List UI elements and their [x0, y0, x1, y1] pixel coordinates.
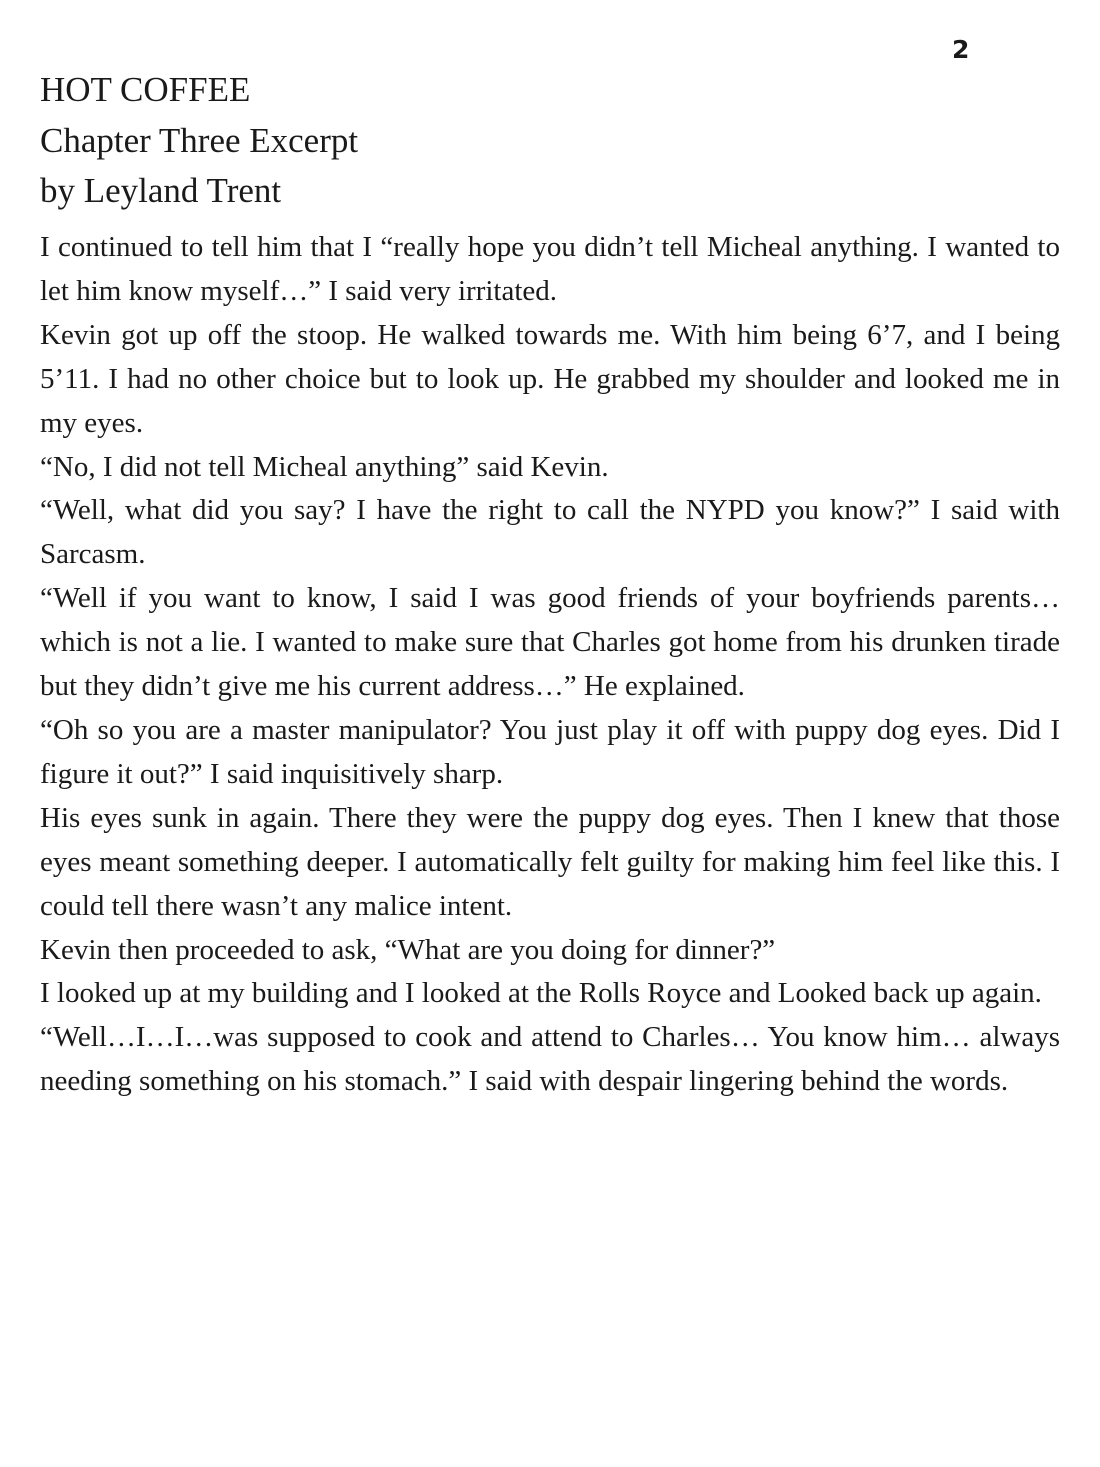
paragraph: His eyes sunk in again. There they were the puppy dog eyes. Then I knew that those eyes meant something deeper. I automatically felt guilty for making him feel like this. I could tell there wasn’t any malice intent. — [40, 801, 1060, 922]
paragraph: “Well…I…I…was supposed to cook and attend to Charles… You know him… always needing something on his stomach.” I said with despair lingering behind the words. — [40, 1021, 1060, 1098]
paragraph: I looked up at my building and I looked at the Rolls Royce and Looked back up again. — [40, 977, 1042, 1010]
chapter-subtitle: Chapter Three Excerpt — [40, 120, 359, 160]
document-header — [40, 65, 1060, 217]
paragraph: Kevin got up off the stoop. He walked towards me. With him being 6’7, and I being 5’11. I had no other choice but to look up. He grabbed my shoulder and looked me in my eyes. — [40, 318, 1060, 439]
paragraph: “No, I did not tell Micheal anything” said Kevin. — [40, 450, 609, 483]
author-byline: by Leyland Trent — [40, 171, 282, 210]
book-title: HOT COFFEE — [40, 70, 251, 109]
paragraph: “Well if you want to know, I said I was good friends of your boyfriends parents…which is not a lie. I wanted to make sure that Charles got home from his drunken tirade but they didn’t give me his current address…” He explained. — [40, 582, 1060, 703]
paragraph: “Well, what did you say? I have the right to call the NYPD you know?” I said with Sarcasm. — [40, 494, 1060, 571]
paragraph: Kevin then proceeded to ask, “What are you doing for dinner?” — [40, 933, 776, 966]
paragraph: “Oh so you are a master manipulator? You just play it off with puppy dog eyes. Did I figure it out?” I said inquisitively sharp. — [40, 713, 1060, 790]
page-number: 2 — [952, 35, 970, 64]
excerpt-body — [40, 226, 1060, 1104]
paragraph: I continued to tell him that I “really hope you didn’t tell Micheal anything. I wanted to let him know myself…” I said very irritated. — [40, 231, 1060, 307]
